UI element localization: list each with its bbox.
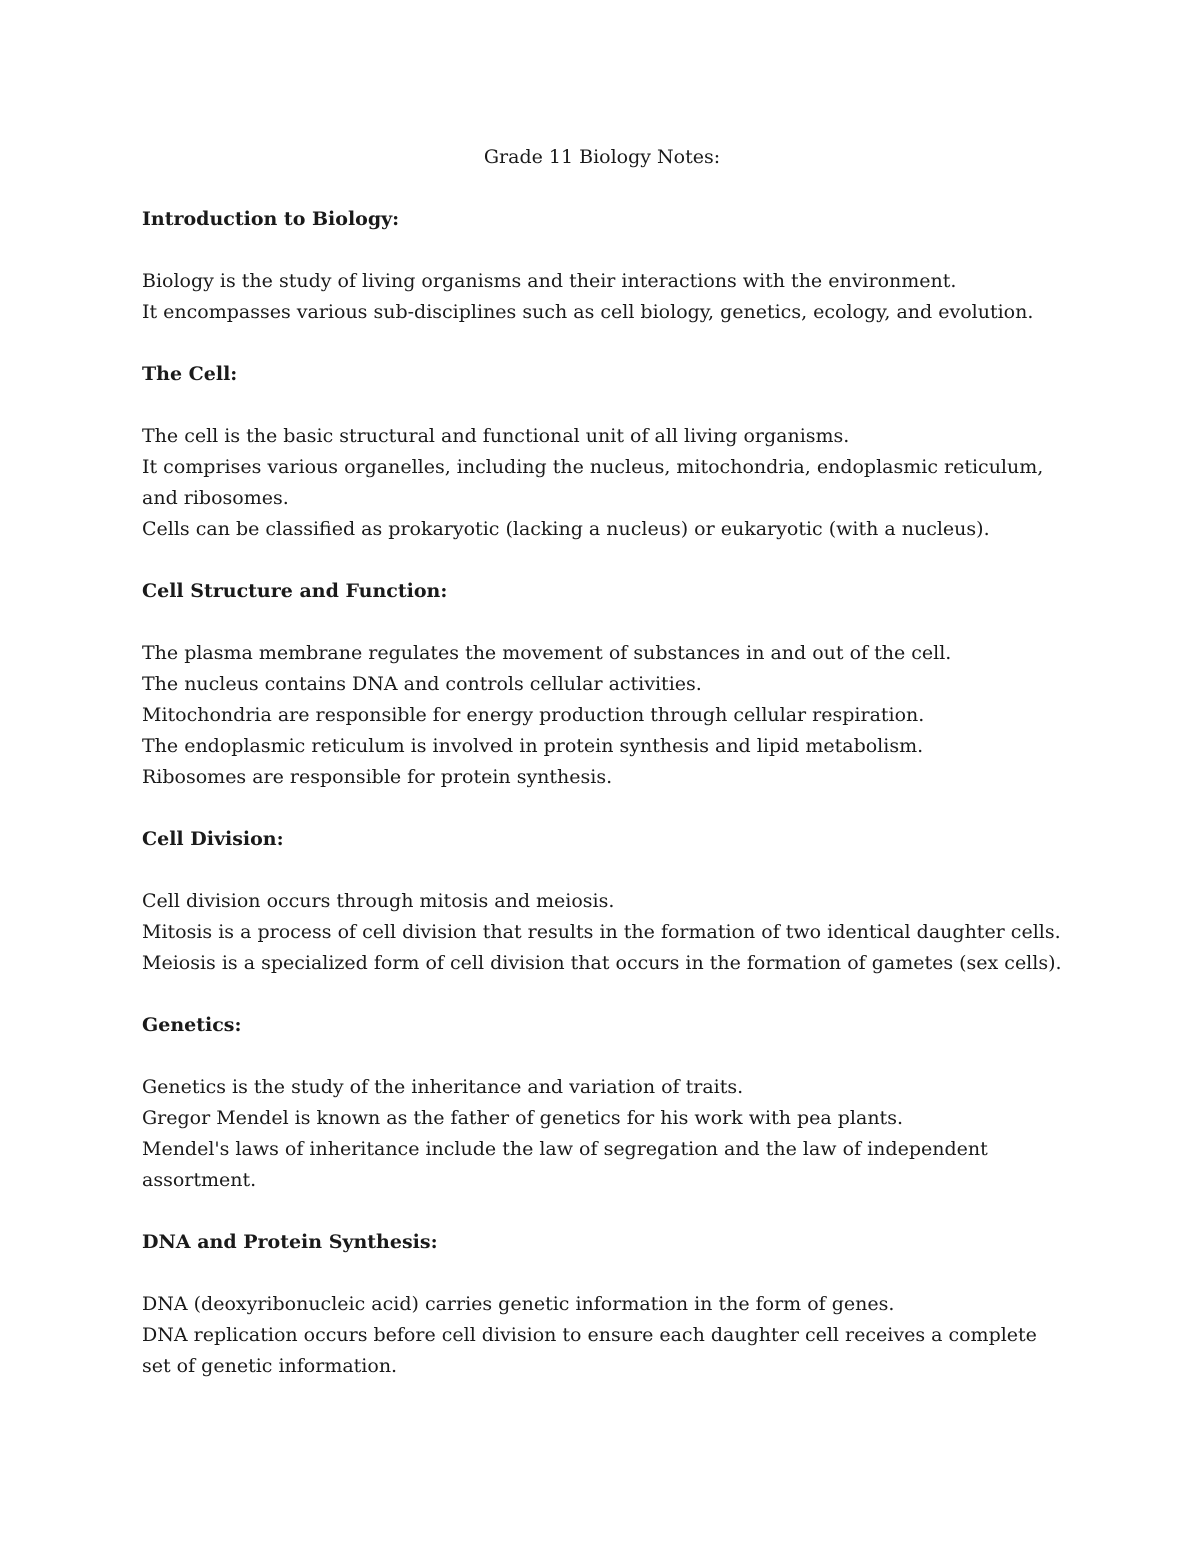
body-line: Mitochondria are responsible for energy production through cellular respiration.: [142, 704, 925, 726]
section-heading-dna-protein-synthesis: DNA and Protein Synthesis:: [142, 1231, 438, 1253]
body-line: The cell is the basic structural and functional unit of all living organisms.: [142, 425, 850, 447]
body-line: Cells can be classified as prokaryotic (lacking a nucleus) or eukaryotic (with a nucleus).: [142, 518, 990, 540]
body-line: It comprises various organelles, including the nucleus, mitochondria, endoplasmic reticulum, and ribosomes.: [142, 456, 1044, 509]
body-line: Gregor Mendel is known as the father of genetics for his work with pea plants.: [142, 1107, 903, 1129]
body-line: The endoplasmic reticulum is involved in protein synthesis and lipid metabolism.: [142, 735, 924, 757]
section-body-introduction: [142, 266, 1062, 328]
body-line: Genetics is the study of the inheritance and variation of traits.: [142, 1076, 744, 1098]
body-line: Meiosis is a specialized form of cell division that occurs in the formation of gametes (sex cells).: [142, 952, 1062, 974]
body-line: Mitosis is a process of cell division that results in the formation of two identical daughter cells.: [142, 921, 1061, 943]
body-line: Cell division occurs through mitosis and meiosis.: [142, 890, 615, 912]
section-body-genetics: [142, 1072, 1062, 1196]
section-heading-genetics: Genetics:: [142, 1014, 242, 1036]
section-heading-introduction: Introduction to Biology:: [142, 208, 400, 230]
document-title: Grade 11 Biology Notes:: [483, 146, 721, 168]
section-heading-cell-structure: Cell Structure and Function:: [142, 580, 448, 602]
document-content: [142, 142, 1062, 1413]
section-body-cell-division: [142, 886, 1062, 979]
section-heading-cell-division: Cell Division:: [142, 828, 284, 850]
body-line: It encompasses various sub-disciplines such as cell biology, genetics, ecology, and evolution.: [142, 301, 1034, 323]
section-body-dna-protein-synthesis: [142, 1289, 1062, 1382]
body-line: Mendel's laws of inheritance include the law of segregation and the law of independent assortment.: [142, 1138, 988, 1191]
section-body-the-cell: [142, 421, 1062, 545]
body-line: DNA replication occurs before cell division to ensure each daughter cell receives a complete set of genetic information.: [142, 1324, 1037, 1377]
body-line: The plasma membrane regulates the movement of substances in and out of the cell.: [142, 642, 952, 664]
body-line: Ribosomes are responsible for protein synthesis.: [142, 766, 613, 788]
section-heading-the-cell: The Cell:: [142, 363, 238, 385]
body-line: DNA (deoxyribonucleic acid) carries genetic information in the form of genes.: [142, 1293, 895, 1315]
body-line: The nucleus contains DNA and controls cellular activities.: [142, 673, 702, 695]
body-line: Biology is the study of living organisms and their interactions with the environment.: [142, 270, 957, 292]
section-body-cell-structure: [142, 638, 1062, 793]
